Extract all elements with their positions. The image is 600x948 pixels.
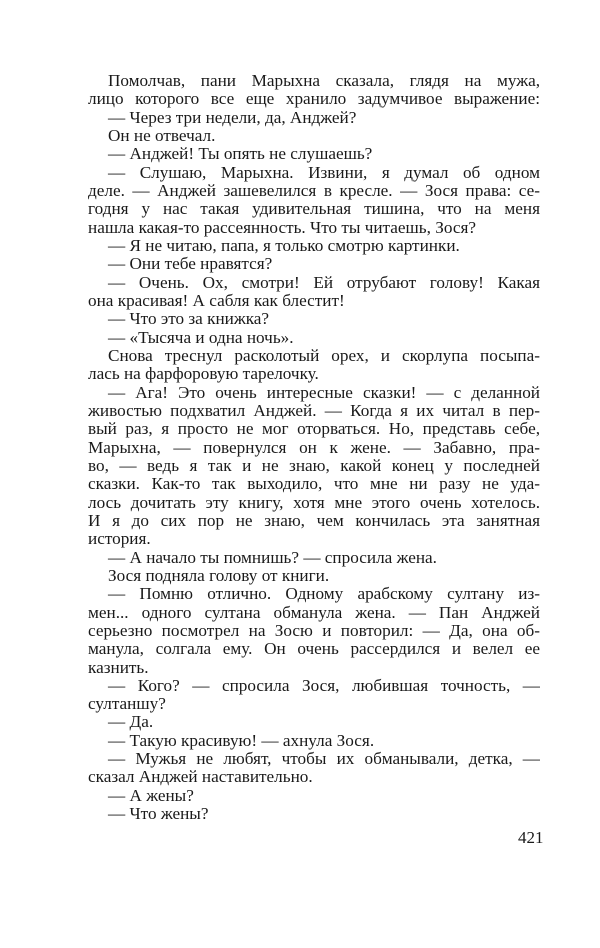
text-line: во, — ведь я так и не знаю, какой конец у последней <box>88 456 540 475</box>
text-line: Он не отвечал. <box>108 125 216 145</box>
text-line: — Да. <box>108 712 154 732</box>
text-line: — Я не читаю, папа, я только смотрю картинки. <box>108 235 460 255</box>
text-line: Помолчав, пани Марыхна сказала, глядя на мужа, <box>108 72 540 90</box>
text-line: И я до сих пор не знаю, чем кончилась эта занятная <box>88 511 540 530</box>
text-line: серьезно посмотрел на Зосю и повторил: — Да, она об- <box>88 621 540 640</box>
text-line: — Они тебе нравятся? <box>108 254 273 274</box>
text-line: Зося подняла голову от книги. <box>108 565 330 585</box>
text-line: лось дочитать эту книгу, хотя мне этого очень хотелось. <box>88 493 540 512</box>
text-line: — Слушаю, Марыхна. Извини, я думал об одном <box>108 163 540 182</box>
text-line: история. <box>88 529 151 549</box>
text-line: живостью подхватил Анджей. — Когда я их читал в пер- <box>88 401 540 420</box>
page-number: 421 <box>518 828 544 847</box>
text-line: она красивая! А сабля как блестит! <box>88 290 345 310</box>
book-page-text <box>88 72 540 823</box>
text-line: манула, солгала ему. Он очень рассердился и велел ее <box>88 640 540 659</box>
text-line: — Что жены? <box>108 804 209 824</box>
text-line: — Ага! Это очень интересные сказки! — с деланной <box>108 383 540 402</box>
text-line: лась на фарфоровую тарелочку. <box>88 364 319 384</box>
text-line: — Очень. Ох, смотри! Ей отрубают голову! Какая <box>108 273 540 292</box>
text-line: — Помню отлично. Одному арабскому султану из- <box>108 585 540 604</box>
text-line: — Через три недели, да, Анджей? <box>108 107 357 127</box>
text-line: мен... одного султана обманула жена. — Пан Анджей <box>88 603 540 622</box>
text-line: — Кого? — спросила Зося, любившая точность, — <box>108 676 540 695</box>
text-line: — Что это за книжка? <box>108 309 270 329</box>
text-line: нашла какая-то рассеянность. Что ты читаешь, Зося? <box>88 217 477 237</box>
text-line: — А начало ты помнишь? — спросила жена. <box>108 547 437 567</box>
text-line: деле. — Анджей зашевелился в кресле. — Зося права: се- <box>88 181 540 200</box>
text-line: — Анджей! Ты опять не слушаешь? <box>108 144 373 164</box>
text-line: — «Тысяча и одна ночь». <box>108 327 294 347</box>
text-line: Марыхна, — повернулся он к жене. — Забавно, пра- <box>88 438 540 457</box>
text-line: лицо которого все еще хранило задумчивое выражение: <box>88 90 540 109</box>
text-line: — А жены? <box>108 785 194 805</box>
text-line: султаншу? <box>88 694 166 714</box>
text-line: — Такую красивую! — ахнула Зося. <box>108 730 375 750</box>
text-line: сказал Анджей наставительно. <box>88 767 313 787</box>
text-line: сказки. Как-то так выходило, что мне ни разу не уда- <box>88 475 540 494</box>
text-line: казнить. <box>88 657 149 677</box>
text-line: годня у нас такая удивительная тишина, что на меня <box>88 200 540 219</box>
text-line: — Мужья не любят, чтобы их обманывали, детка, — <box>108 750 540 769</box>
text-line: Снова треснул расколотый орех, и скорлупа посыпа- <box>108 346 540 365</box>
text-line: вый раз, я просто не мог оторваться. Но, представь себе, <box>88 420 540 439</box>
